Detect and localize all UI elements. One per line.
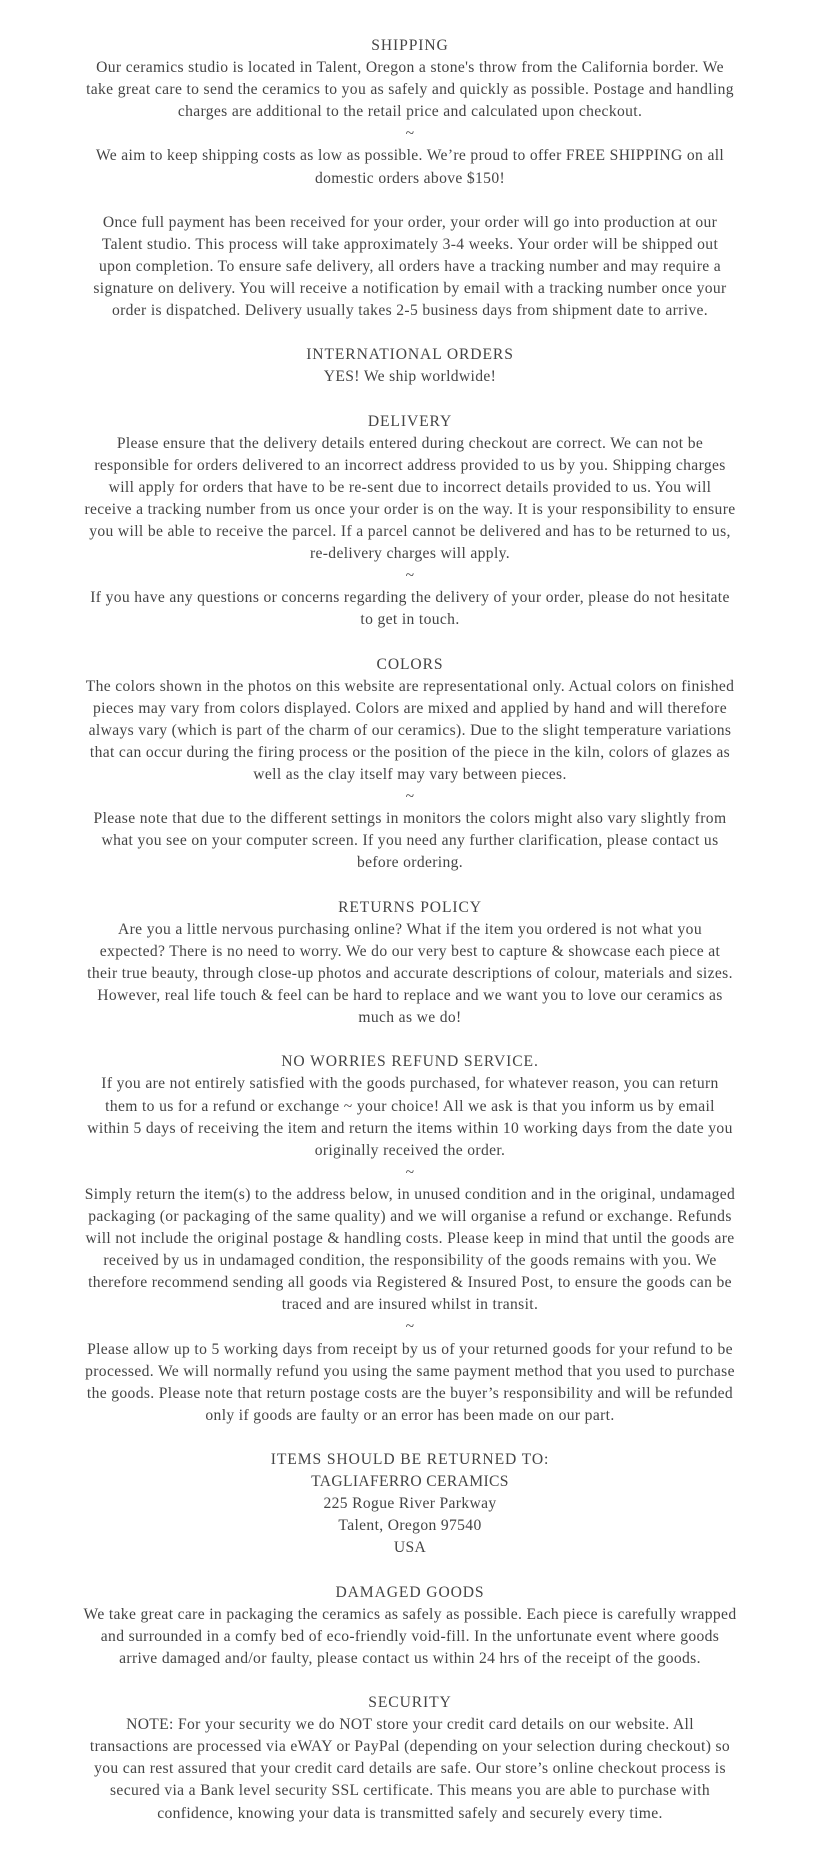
text-line: upon completion. To ensure safe delivery, all orders have a tracking number and may require a xyxy=(98,257,722,275)
text-line: If you are not entirely satisfied with the goods purchased, for whatever reason, you can return xyxy=(101,1075,719,1093)
section-delivery xyxy=(50,411,770,632)
text-line: the goods. Please note that return postage costs are the buyer’s responsibility and will be refunded xyxy=(86,1384,734,1402)
text-line: NOTE: For your security we do NOT store your credit card details on our website. All xyxy=(126,1716,694,1734)
text-line: However, real life touch & feel can be hard to replace and we want you to love our ceramics as xyxy=(97,987,723,1005)
tilde-divider: ~ xyxy=(405,125,415,143)
text-line: receive a tracking number from us once your order is on the way. It is your responsibility to ensure xyxy=(84,500,736,518)
text-line: you can rest assured that your credit card details are safe. Our store’s online checkout process is xyxy=(94,1760,726,1778)
text-line: before ordering. xyxy=(356,854,464,872)
section-spacer xyxy=(50,1427,770,1449)
section-spacer xyxy=(50,322,770,344)
paragraph xyxy=(50,587,770,631)
section-international-orders xyxy=(50,344,770,388)
text-line: If you have any questions or concerns regarding the delivery of your order, please do not hesitate xyxy=(90,589,730,607)
tilde-divider: ~ xyxy=(405,567,415,585)
text-line: 225 Rogue River Parkway xyxy=(323,1495,497,1513)
text-line: to get in touch. xyxy=(360,611,460,629)
section-heading: NO WORRIES REFUND SERVICE. xyxy=(281,1053,539,1071)
text-line: arrive damaged and/or faulty, please contact us within 24 hrs of the receipt of the goods. xyxy=(119,1649,701,1667)
paragraph xyxy=(50,1339,770,1427)
text-line: their true beauty, through close-up photos and accurate descriptions of colour, materials and sizes. xyxy=(87,964,733,982)
text-line: TAGLIAFERRO CERAMICS xyxy=(311,1473,509,1491)
text-line: order is dispatched. Delivery usually takes 2-5 business days from shipment date to arrive. xyxy=(111,302,709,320)
text-line: that can occur during the firing process or the position of the piece in the kiln, colors of glazes as xyxy=(89,744,731,761)
text-line: expected? There is no need to worry. We do our very best to capture & showcase each piece at xyxy=(99,942,721,960)
text-line: Simply return the item(s) to the address below, in unused condition and in the original, undamaged xyxy=(84,1185,736,1203)
section-shipping xyxy=(50,35,770,322)
text-line: Talent, Oregon 97540 xyxy=(338,1517,482,1535)
text-line: re-delivery charges will apply. xyxy=(309,545,511,563)
section-heading: INTERNATIONAL ORDERS xyxy=(306,346,514,364)
text-line: responsible for orders delivered to an incorrect address provided to us by you. Shipping charges xyxy=(94,456,726,474)
section-heading: RETURNS POLICY xyxy=(338,898,482,916)
text-line: Please note that due to the different settings in monitors the colors might also vary slightly from xyxy=(93,810,727,828)
text-line: domestic orders above $150! xyxy=(314,169,506,187)
text-line: originally received the order. xyxy=(314,1141,506,1159)
text-line: signature on delivery. You will receive a notification by email with a tracking number once your xyxy=(93,280,727,298)
section-spacer xyxy=(50,1029,770,1051)
section-spacer xyxy=(50,1559,770,1581)
section-spacer xyxy=(50,875,770,897)
text-line: you will be able to receive the parcel. If a parcel cannot be delivered and has to be returned to us, xyxy=(89,523,731,541)
policy-content xyxy=(50,35,770,1825)
text-line: within 5 days of receiving the item and return the items within 10 working days from the date you xyxy=(87,1119,733,1137)
text-line: much as we do! xyxy=(358,1009,462,1027)
text-line: The colors shown in the photos on this website are representational only. Actual colors on finished xyxy=(85,677,735,695)
section-heading: COLORS xyxy=(376,655,444,673)
text-line: confidence, knowing your data is transmitted safely and securely every time. xyxy=(157,1804,663,1822)
tilde-divider: ~ xyxy=(405,788,415,806)
section-spacer xyxy=(50,389,770,411)
text-line: Once full payment has been received for your order, your order will go into production at our xyxy=(102,213,718,231)
paragraph xyxy=(50,57,770,123)
text-line: will apply for orders that have to be re-sent due to incorrect details provided to us. You will xyxy=(108,478,712,496)
paragraph xyxy=(50,1073,770,1161)
text-line: charges are additional to the retail price and calculated upon checkout. xyxy=(177,103,643,121)
text-line: well as the clay itself may vary between pieces. xyxy=(253,766,567,784)
text-line: traced and are insured whilst in transit. xyxy=(281,1296,539,1314)
paragraph xyxy=(50,1471,770,1559)
text-line: Are you a little nervous purchasing online? What if the item you ordered is not what you xyxy=(118,920,702,938)
section-spacer xyxy=(50,1670,770,1692)
paragraph xyxy=(50,676,770,786)
tilde-divider: ~ xyxy=(405,1163,415,1181)
section-heading: DAMAGED GOODS xyxy=(335,1583,485,1601)
text-line: received by us in undamaged condition, the responsibility of the goods remains with you. We xyxy=(103,1252,717,1270)
paragraph xyxy=(50,433,770,566)
text-line: and surrounded in a comfy bed of eco-friendly void-fill. In the unfortunate event where goods xyxy=(100,1627,720,1645)
text-line: always vary (which is part of the charm of our ceramics). Due to the slight temperature variations xyxy=(88,721,732,739)
section-security xyxy=(50,1692,770,1825)
text-line: take great care to send the ceramics to you as safely and quickly as possible. Postage and handling xyxy=(86,81,734,99)
section-spacer xyxy=(50,632,770,654)
section-heading: SHIPPING xyxy=(371,37,449,54)
section-colors xyxy=(50,654,770,875)
section-heading: SECURITY xyxy=(368,1694,452,1712)
section-items-should-be-returned-to xyxy=(50,1449,770,1559)
paragraph xyxy=(50,145,770,189)
text-line: We aim to keep shipping costs as low as possible. We’re proud to offer FREE SHIPPING on all xyxy=(95,147,725,165)
section-returns-policy xyxy=(50,897,770,1030)
text-line: pieces may vary from colors displayed. Colors are mixed and applied by hand and will therefore xyxy=(93,699,727,717)
text-line: We take great care in packaging the ceramics as safely as possible. Each piece is carefully wrapped xyxy=(83,1605,737,1623)
tilde-divider: ~ xyxy=(405,1318,415,1336)
text-line: will not include the original postage & handling costs. Please keep in mind that until the goods are xyxy=(85,1230,735,1248)
spacer xyxy=(50,190,770,212)
section-damaged-goods xyxy=(50,1582,770,1670)
text-line: them to us for a refund or exchange ~ your choice! All we ask is that you inform us by email xyxy=(105,1097,715,1115)
paragraph xyxy=(50,919,770,1029)
paragraph xyxy=(50,212,770,322)
text-line: only if goods are faulty or an error has been made on our part. xyxy=(205,1406,615,1424)
text-line: what you see on your computer screen. If you need any further clarification, please contact us xyxy=(101,832,719,850)
text-line: USA xyxy=(393,1539,427,1557)
text-line: Please ensure that the delivery details entered during checkout are correct. We can not be xyxy=(116,434,704,452)
paragraph xyxy=(50,1714,770,1824)
paragraph xyxy=(50,808,770,874)
text-line: processed. We will normally refund you using the same payment method that you used to purchase xyxy=(85,1362,735,1380)
text-line: Our ceramics studio is located in Talent, Oregon a stone's throw from the California border. We xyxy=(96,59,724,77)
section-heading: DELIVERY xyxy=(367,412,453,430)
section-heading: ITEMS SHOULD BE RETURNED TO: xyxy=(270,1451,550,1468)
text-line: Please allow up to 5 working days from receipt by us of your returned goods for your refund to be xyxy=(87,1340,733,1358)
text-line: packaging (or packaging of the same quality) and we will organise a refund or exchange. Refunds xyxy=(88,1207,732,1225)
text-line: Talent studio. This process will take approximately 3-4 weeks. Your order will be shipped out xyxy=(101,235,719,253)
paragraph xyxy=(50,1184,770,1317)
paragraph xyxy=(50,366,770,388)
text-line: transactions are processed via eWAY or PayPal (depending on your selection during checkout) so xyxy=(89,1738,731,1756)
text-line: YES! We ship worldwide! xyxy=(323,368,497,386)
text-line: secured via a Bank level security SSL certificate. This means you are able to purchase with xyxy=(110,1782,710,1800)
text-line: therefore recommend sending all goods via Registered & Insured Post, to ensure the goods can be xyxy=(88,1274,732,1292)
paragraph xyxy=(50,1604,770,1670)
section-no-worries-refund-service xyxy=(50,1051,770,1427)
